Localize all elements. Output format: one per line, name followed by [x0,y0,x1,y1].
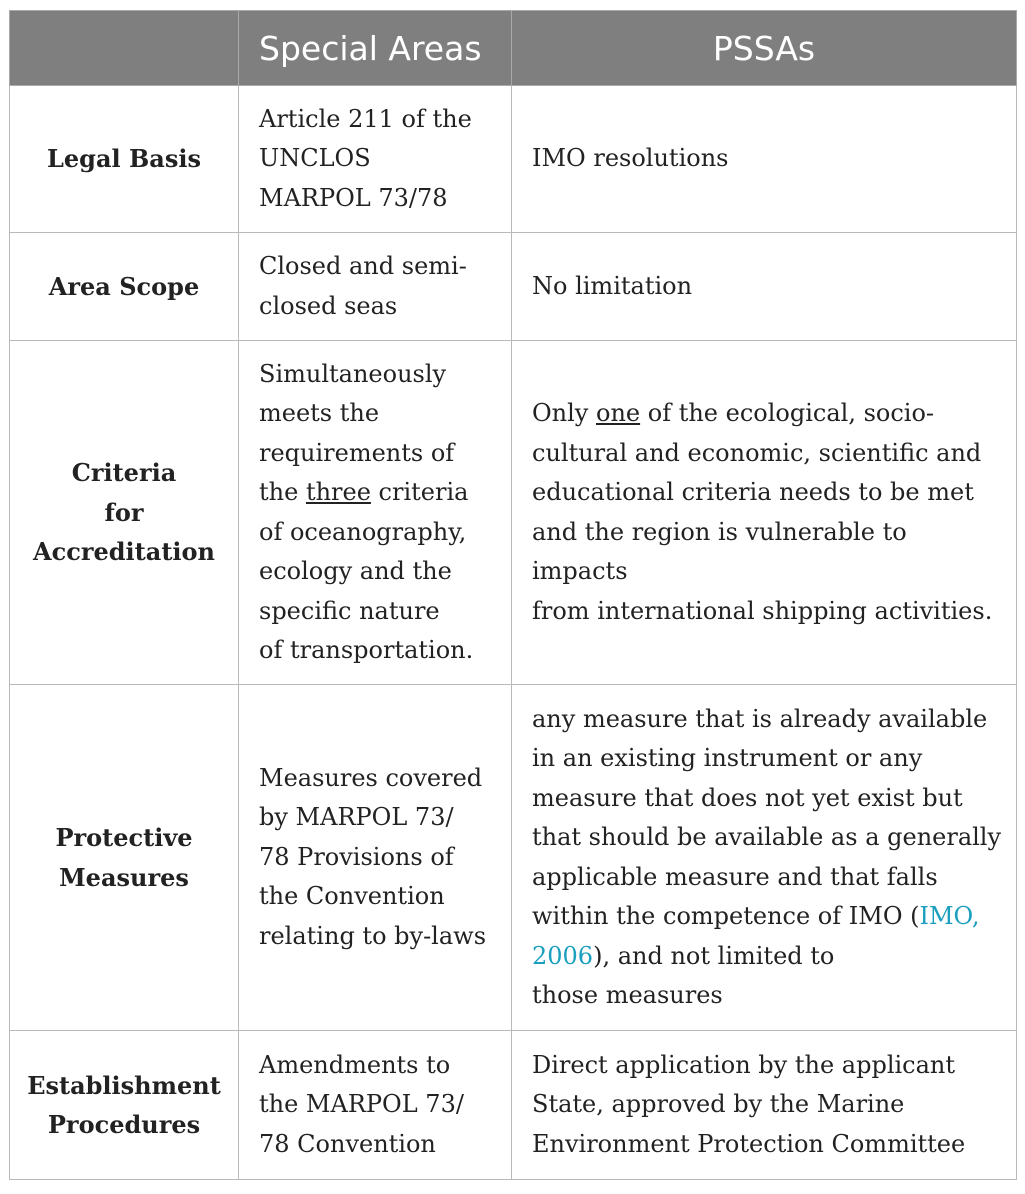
special-areas-cell [239,233,512,341]
cell-line-prefix: the [259,478,306,506]
row-label-legal-basis [10,86,239,233]
cell-line: applicable measure and that falls [532,862,938,891]
cell-line: No limitation [532,271,693,300]
cell-line: 78 Provisions of [259,842,454,871]
cell-line: Environment Protection Committee [532,1129,966,1158]
comparison-table [9,10,1017,1180]
row-label-protective-measures [10,685,239,1031]
row-label-text: Criteria [71,458,177,488]
pssas-cell [512,233,1017,341]
underlined-word: three [305,478,371,506]
cell-line: of transportation. [259,636,474,664]
citation-link[interactable]: IMO, [919,902,980,930]
cell-line: those measures [532,981,723,1009]
underlined-word: one [596,399,641,427]
pssas-cell [512,86,1017,233]
cell-line-suffix: of the ecological, socio- [640,399,935,427]
cell-line: measure that does not yet exist but [532,783,963,812]
header-empty-cell [10,11,239,86]
cell-line-suffix: ), and not limited to [593,941,835,970]
row-label-text: Legal Basis [47,144,201,174]
header-row [10,11,1017,86]
cell-line: closed seas [259,291,398,320]
row-label-criteria [10,341,239,685]
cell-line: in an existing instrument or any [532,744,923,772]
table-row-protective-measures [10,685,1017,1031]
row-label-text: Protective [55,823,193,852]
table-row-establishment-procedures [10,1031,1017,1180]
table-row-area-scope [10,233,1017,341]
cell-line: specific nature [259,596,440,625]
pssas-cell [512,1031,1017,1180]
cell-line: IMO resolutions [532,144,729,173]
pssas-cell [512,685,1017,1031]
cell-line: meets the [259,399,380,427]
cell-line: Measures covered [259,763,483,792]
cell-line: Amendments to [259,1050,451,1079]
citation-link[interactable]: 2006 [532,941,594,970]
table-row-legal-basis [10,86,1017,233]
table-row-criteria [10,341,1017,685]
cell-line-prefix: within the competence of IMO ( [532,902,920,930]
cell-line: that should be available as a generally [532,823,1002,851]
cell-line: MARPOL 73/78 [259,183,448,212]
cell-line: ecology and the [259,557,452,585]
row-label-establishment-procedures [10,1031,239,1180]
special-areas-cell [239,1031,512,1180]
row-label-area-scope [10,233,239,341]
row-label-text: for [104,497,144,527]
header-pssas: PSSAs [512,11,1017,86]
cell-line: from international shipping activities. [532,596,993,625]
row-label-text: Procedures [47,1110,201,1139]
cell-line: Closed and semi- [259,252,467,280]
cell-line: by MARPOL 73/ [259,803,454,832]
cell-line: Simultaneously [259,359,447,388]
cell-line: any measure that is already available [532,704,988,733]
cell-line: Article 211 of the [259,104,472,133]
cell-line: cultural and economic, scientific and [532,438,982,467]
row-label-text: Area Scope [48,271,200,301]
special-areas-cell [239,685,512,1031]
cell-line: and the region is vulnerable to impacts [532,517,907,585]
special-areas-cell [239,86,512,233]
row-label-text: Measures [59,862,189,892]
cell-line: State, approved by the Marine [532,1090,905,1119]
cell-line: of oceanography, [259,517,467,546]
cell-line-prefix: Only [532,399,596,427]
cell-line-suffix: criteria [370,478,469,506]
cell-line: educational criteria needs to be met [532,478,974,506]
header-special-areas: Special Areas [239,11,512,86]
cell-line: 78 Convention [259,1129,436,1158]
cell-line: relating to by-laws [259,921,487,950]
cell-line: requirements of [259,438,455,467]
cell-line: the MARPOL 73/ [259,1090,464,1119]
row-label-text: Accreditation [33,537,215,567]
cell-line: the Convention [259,882,445,911]
special-areas-cell [239,341,512,685]
pssas-cell [512,341,1017,685]
cell-line: UNCLOS [259,144,371,173]
cell-line: Direct application by the applicant [532,1050,956,1079]
row-label-text: Establishment [27,1070,221,1100]
